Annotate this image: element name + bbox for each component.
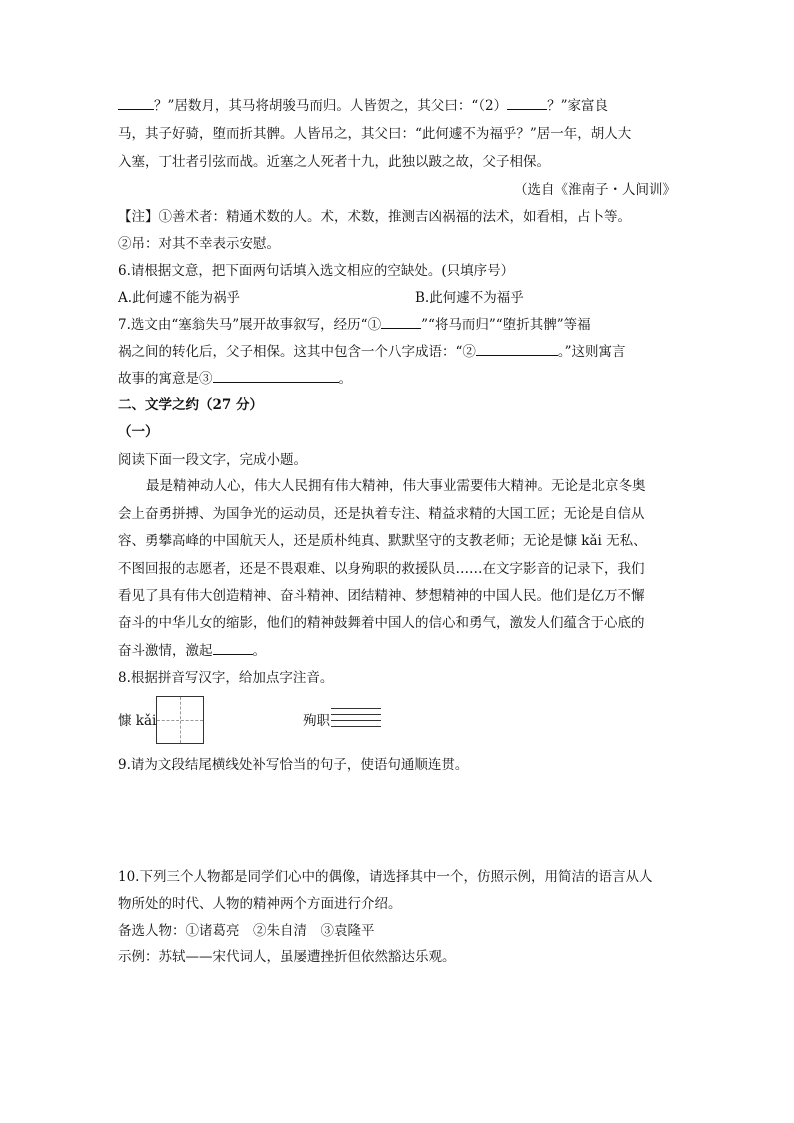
question-7-line-1: [118, 315, 591, 334]
passage-line-2: 马，其子好骑，堕而折其髀。人皆吊之，其父曰：“此何遽不为福乎？”居一年，胡人大: [118, 126, 632, 142]
paragraph-line-2: 会上奋勇拼搏、为国争光的运动员，还是执着专注、精益求精的大国工匠；无论是自信从: [118, 506, 645, 522]
q7-text: 故事的寓意是③: [118, 371, 213, 387]
q7-text: ”“将马而归”“堕折其髀”等福: [421, 317, 591, 333]
section-2-subtitle: （一）: [118, 424, 159, 440]
question-10-candidates: 备选人物：①诸葛亮 ②朱自清 ③袁隆平: [118, 923, 375, 939]
question-10-line-1: 10.下列三个人物都是同学们心中的偶像，请选择其中一个，仿照示例，用简洁的语言从人: [118, 869, 653, 885]
passage-line-3: 入塞，丁壮者引弦而战。近塞之人死者十九，此独以跛之故，父子相保。: [118, 154, 550, 170]
q7-blank-3[interactable]: [213, 369, 339, 383]
question-10-example: 示例：苏轼——宋代词人，虽屡遭挫折但依然豁达乐观。: [118, 949, 456, 965]
paragraph-line-5: 看见了具有伟大创造精神、奋斗精神、团结精神、梦想精神的中国人民。他们是亿万不懈: [118, 588, 645, 604]
question-7-line-3: [118, 369, 352, 388]
reading-instruction: 阅读下面一段文字，完成小题。: [118, 452, 307, 468]
paragraph-period: 。: [252, 643, 266, 659]
passage-source: （选自《淮南子・人间训》: [514, 182, 676, 198]
section-2-title: 二、文学之约（27 分）: [118, 397, 263, 413]
q7-blank-1[interactable]: [381, 315, 421, 329]
q7-text: 。: [338, 371, 352, 387]
pinyin-line-2: [331, 714, 381, 715]
pinyin-line-4: [331, 726, 381, 727]
q7-text: 祸之间的转化后，父子相保。这其中包含一个八字成语：“②: [118, 344, 476, 360]
pinyin-line-1: [331, 708, 381, 709]
question-9-answer-area[interactable]: [118, 780, 678, 860]
question-8-item-2: 殉职: [303, 713, 330, 729]
paragraph-line-7: [118, 641, 266, 660]
character-writing-grid[interactable]: [156, 696, 204, 744]
paragraph-line-3: 容、勇攀高峰的中国航天人，还是质朴纯真、默默坚守的支教老师；无论是慷 kǎi 无私、: [118, 533, 647, 549]
paragraph-line-6: 奋斗的中华儿女的缩影，他们的精神鼓舞着中国人的信心和勇气，激发人们蕴含于心底的: [118, 615, 645, 631]
paragraph-line-1: 最是精神动人心，伟大人民拥有伟大精神，伟大事业需要伟大精神。无论是北京冬奥: [146, 478, 646, 494]
question-6-option-a: A.此何遽不能为祸乎: [118, 290, 241, 306]
paragraph-line-4: 不图回报的志愿者，还是不畏艰难、以身殉职的救援队员……在文字影音的记录下，我们: [118, 561, 645, 577]
q7-text: 。”这则寓言: [557, 344, 626, 360]
question-9-stem: 9.请为文段结尾横线处补写恰当的句子，使语句通顺连贯。: [118, 757, 469, 773]
question-6-option-b: B.此何遽不为福乎: [415, 290, 524, 306]
paragraph-text: 奋斗激情，激起: [118, 643, 213, 659]
passage-text: ？”家富良: [547, 98, 609, 114]
fill-blank-1[interactable]: [118, 96, 154, 110]
question-6-stem: 6.请根据文意，把下面两句话填入选文相应的空缺处。(只填序号）: [118, 263, 515, 279]
paragraph-end-blank[interactable]: [213, 641, 253, 655]
question-8-item-1: 慷 kǎi: [118, 713, 157, 729]
question-10-line-2: 物所处的时代、人物的精神两个方面进行介绍。: [118, 896, 402, 912]
passage-line-1: [118, 96, 608, 115]
question-8-stem: 8.根据拼音写汉字，给加点字注音。: [118, 670, 334, 686]
q7-text: 7.选文由“塞翁失马”展开故事叙写，经历“①: [118, 317, 382, 333]
pinyin-line-3: [331, 720, 381, 721]
question-7-line-2: [118, 342, 626, 361]
note-2: ②吊：对其不幸表示安慰。: [118, 236, 280, 252]
note-1: 【注】①善术者：精通术数的人。术，术数，推测吉凶祸福的法术，如看相，占卜等。: [118, 209, 631, 225]
q7-blank-2[interactable]: [476, 342, 558, 356]
fill-blank-2[interactable]: [507, 96, 547, 110]
passage-text: ？”居数月，其马将胡骏马而归。人皆贺之，其父曰：“（2）: [154, 98, 508, 114]
